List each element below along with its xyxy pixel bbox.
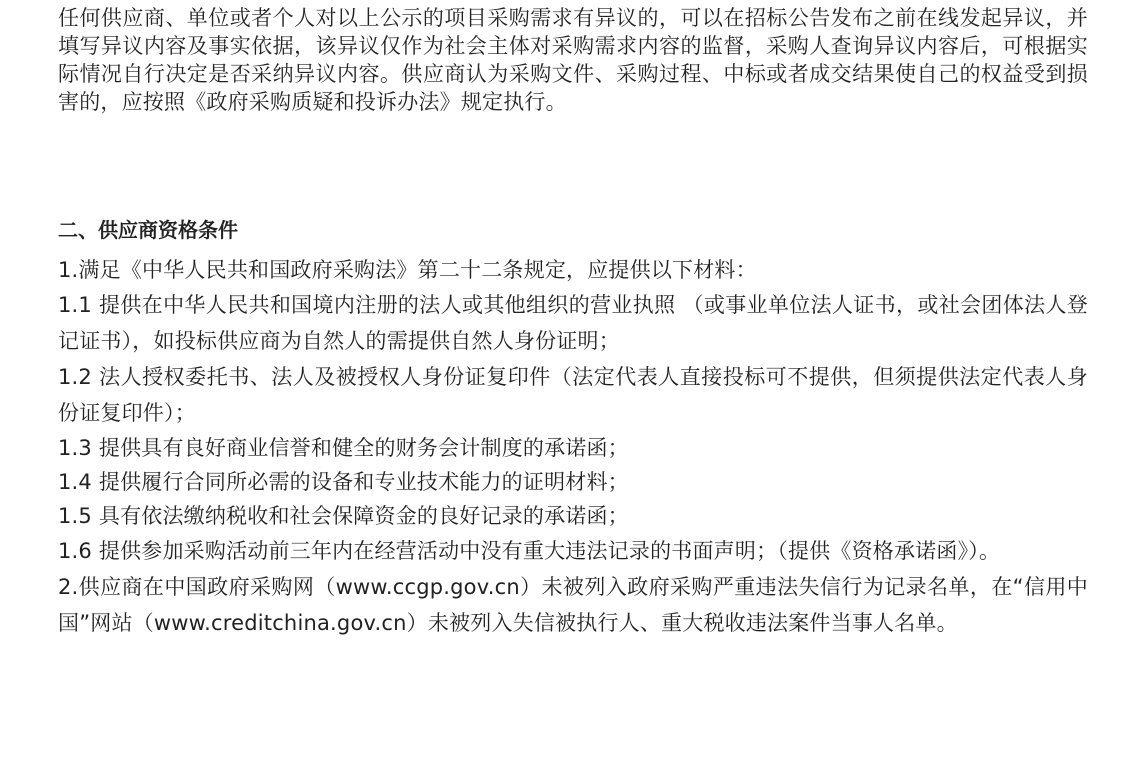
requirement-item: 2.供应商在中国政府采购网（www.ccgp.gov.cn）未被列入政府采购严重违法失信行为记录名单，在“信用中国”网站（www.creditchina.gov.cn）未被列入失信被执行人、重大税收违法案件当事人名单。 (58, 575, 1088, 635)
requirement-item: 1.4 提供履行合同所必需的设备和专业技术能力的证明材料； (58, 470, 629, 494)
requirement-item: 1.1 提供在中华人民共和国境内注册的法人或其他组织的营业执照 （或事业单位法人证书，或社会团体法人登记证书），如投标供应商为自然人的需提供自然人身份证明； (58, 293, 1088, 353)
requirement-item: 1.5 具有依法缴纳税收和社会保障资金的良好记录的承诺函； (58, 504, 629, 528)
requirement-item: 1.3 提供具有良好商业信誉和健全的财务会计制度的承诺函； (58, 436, 629, 460)
intro-paragraph: 任何供应商、单位或者个人对以上公示的项目采购需求有异议的，可以在招标公告发布之前在线发起异议，并填写异议内容及事实依据，该异议仅作为社会主体对采购需求内容的监督，采购人查询异议内容后，可根据实际情况自行决定是否采纳异议内容。供应商认为采购文件、采购过程、中标或者成交结果使自己的权益受到损害的，应按照《政府采购质疑和投诉办法》规定执行。 (58, 6, 1088, 114)
requirement-item: 1.6 提供参加采购活动前三年内在经营活动中没有重大违法记录的书面声明；（提供《资格承诺函》）。 (58, 539, 1001, 563)
requirement-item: 1.2 法人授权委托书、法人及被授权人身份证复印件（法定代表人直接投标可不提供，但须提供法定代表人身份证复印件）； (58, 365, 1088, 425)
requirements-list (58, 253, 1088, 641)
requirement-item: 1.满足《中华人民共和国政府采购法》第二十二条规定，应提供以下材料： (58, 258, 757, 282)
section-heading: 二、供应商资格条件 (58, 218, 238, 242)
document-body (58, 4, 1088, 635)
